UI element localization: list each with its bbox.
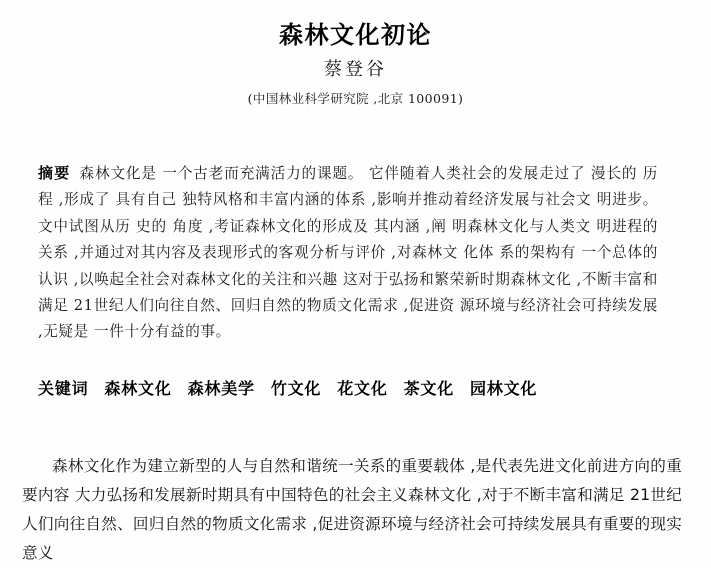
abstract-text: 森林文化是 一个古老而充满活力的课题。 它伴随着人类社会的发展走过了 漫长的 历程 ,形成了 具有自己 独特风格和丰富内涵的体系 ,影响并推动着经济发展与社会文 明进步。 文中试图从历 史的 角度 ,考证森林文化的形成及 其内涵 ,阐 明森林文化与人类文 明进程的关系 ,并通过对其内容及表现形式的客观分析与评价 ,对森林文 化体 系的架构有 一个总体的认识 ,以唤起全社会对森林文化的关注和兴趣 这对于弘扬和繁荣新时期森林文化 ,不断丰富和满足 21世纪人们向往自然、回归自然的物质文化需求 ,促进资 源环境与经济社会可持续发展 ,无疑是 一件十分有益的事。	[38, 165, 658, 341]
keywords-section	[38, 377, 668, 401]
body-paragraph: 森林文化作为建立新型的人与自然和谐统一关系的重要载体 ,是代表先进文化前进方向的重要内容 大力弘扬和发展新时期具有中国特色的社会主义森林文化 ,对于不断丰富和满足 21世纪人们向往自然、回归自然的物质文化需求 ,促进资源环境与经济社会可持续发展具有重要的现实意义	[22, 457, 682, 562]
abstract-paragraph	[38, 160, 658, 346]
body-section	[22, 452, 682, 568]
keyword-item: 竹文化	[270, 379, 322, 398]
author-affiliation: (中国林业科学研究院 ,北京 100091)	[247, 91, 464, 106]
keyword-item: 园林文化	[470, 379, 538, 398]
keyword-item: 森林美学	[187, 379, 255, 398]
keyword-item: 花文化	[337, 379, 388, 398]
keyword-item: 森林文化	[104, 379, 172, 398]
abstract-section	[38, 160, 658, 346]
keywords-label: 关键词	[38, 379, 89, 398]
page-title: 森林文化初论	[279, 21, 432, 50]
keyword-item: 茶文化	[403, 379, 455, 398]
abstract-label: 摘要	[38, 164, 71, 182]
author-name: 蔡登谷	[324, 59, 387, 80]
